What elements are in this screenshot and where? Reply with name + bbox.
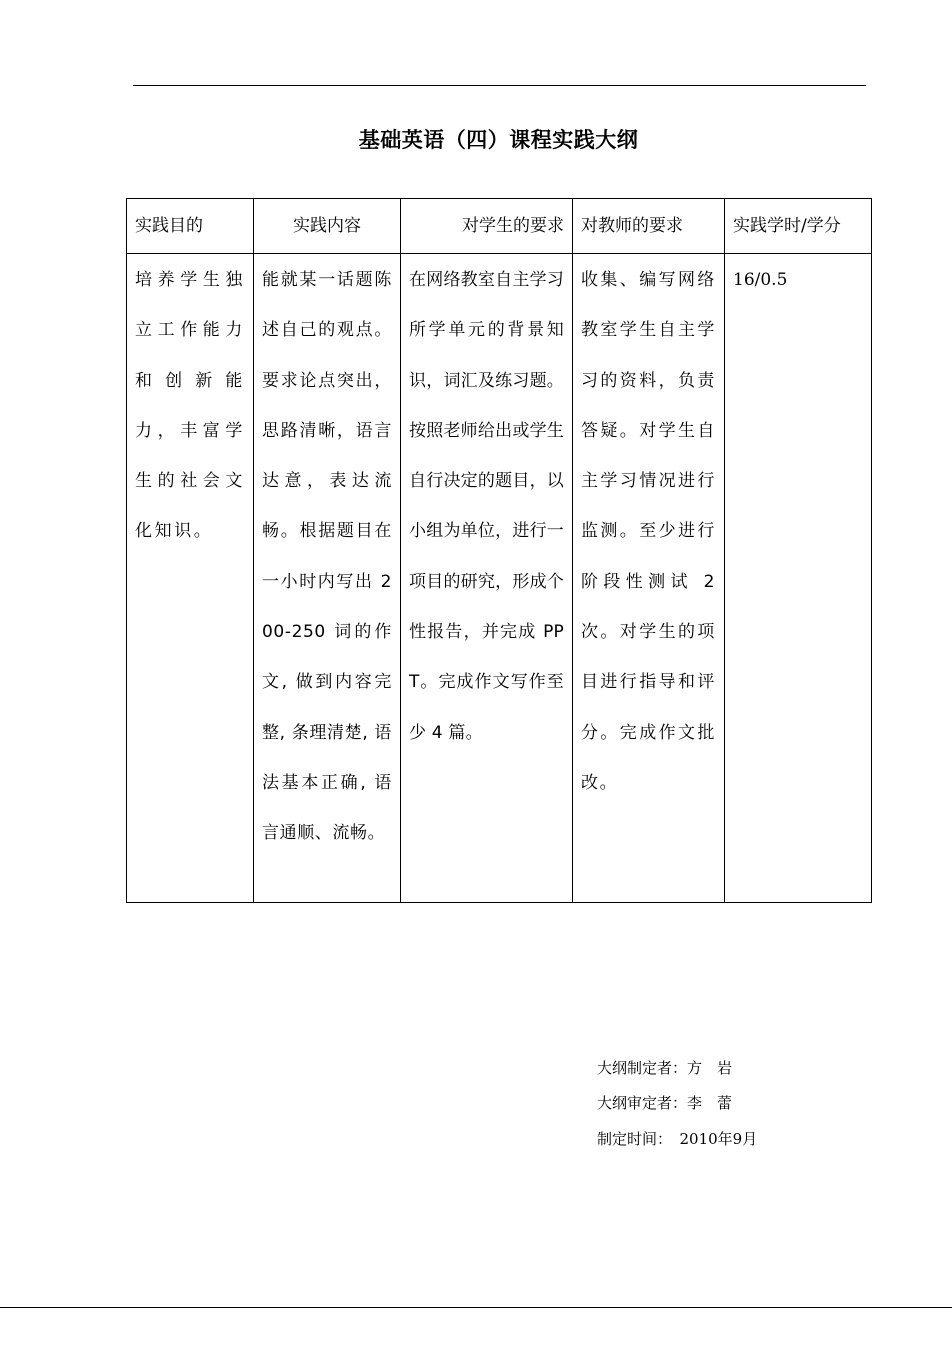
cell-content: 能就某一话题陈述自己的观点。要求论点突出，思路清晰，语言达意，表达流畅。根据题目在一小时内写出 200-250 词的作文, 做到内容完整, 条理清楚, 语法基本正确, 语言通顺、流畅。 xyxy=(254,254,401,903)
table-header-row xyxy=(127,199,872,254)
practice-syllabus-table xyxy=(126,198,872,903)
reviewer-line: 大纲审定者：李 蕾 xyxy=(597,1094,733,1112)
drafter-line: 大纲制定者：方 岩 xyxy=(597,1059,733,1077)
header-student-requirements: 对学生的要求 xyxy=(401,199,573,254)
header-hours-credits: 实践学时/学分 xyxy=(725,199,872,254)
cell-teacher-requirements: 收集、编写网络教室学生自主学习的资料，负责答疑。对学生自主学习情况进行监测。至少进行阶段性测试 2 次。对学生的项目进行指导和评分。完成作文批改。 xyxy=(573,254,725,903)
date-line: 制定时间： 2010年9月 xyxy=(597,1130,758,1148)
cell-student-requirements: 在网络教室自主学习所学单元的背景知识，词汇及练习题。按照老师给出或学生自行决定的题目，以小组为单位，进行一项目的研究，形成个性报告，并完成 PPT。完成作文写作至少 4 篇。 xyxy=(401,254,573,903)
cell-hours-credits: 16/0.5 xyxy=(725,254,872,903)
document-title: 基础英语（四）课程实践大纲 xyxy=(358,128,639,152)
header-purpose: 实践目的 xyxy=(127,199,254,254)
table-row xyxy=(127,254,872,903)
header-content: 实践内容 xyxy=(254,199,401,254)
cell-purpose: 培养学生独立工作能力和创新能力，丰富学生的社会文化知识。 xyxy=(127,254,254,903)
header-teacher-requirements: 对教师的要求 xyxy=(573,199,725,254)
footer-rule xyxy=(0,1307,952,1308)
header-rule xyxy=(133,85,866,86)
